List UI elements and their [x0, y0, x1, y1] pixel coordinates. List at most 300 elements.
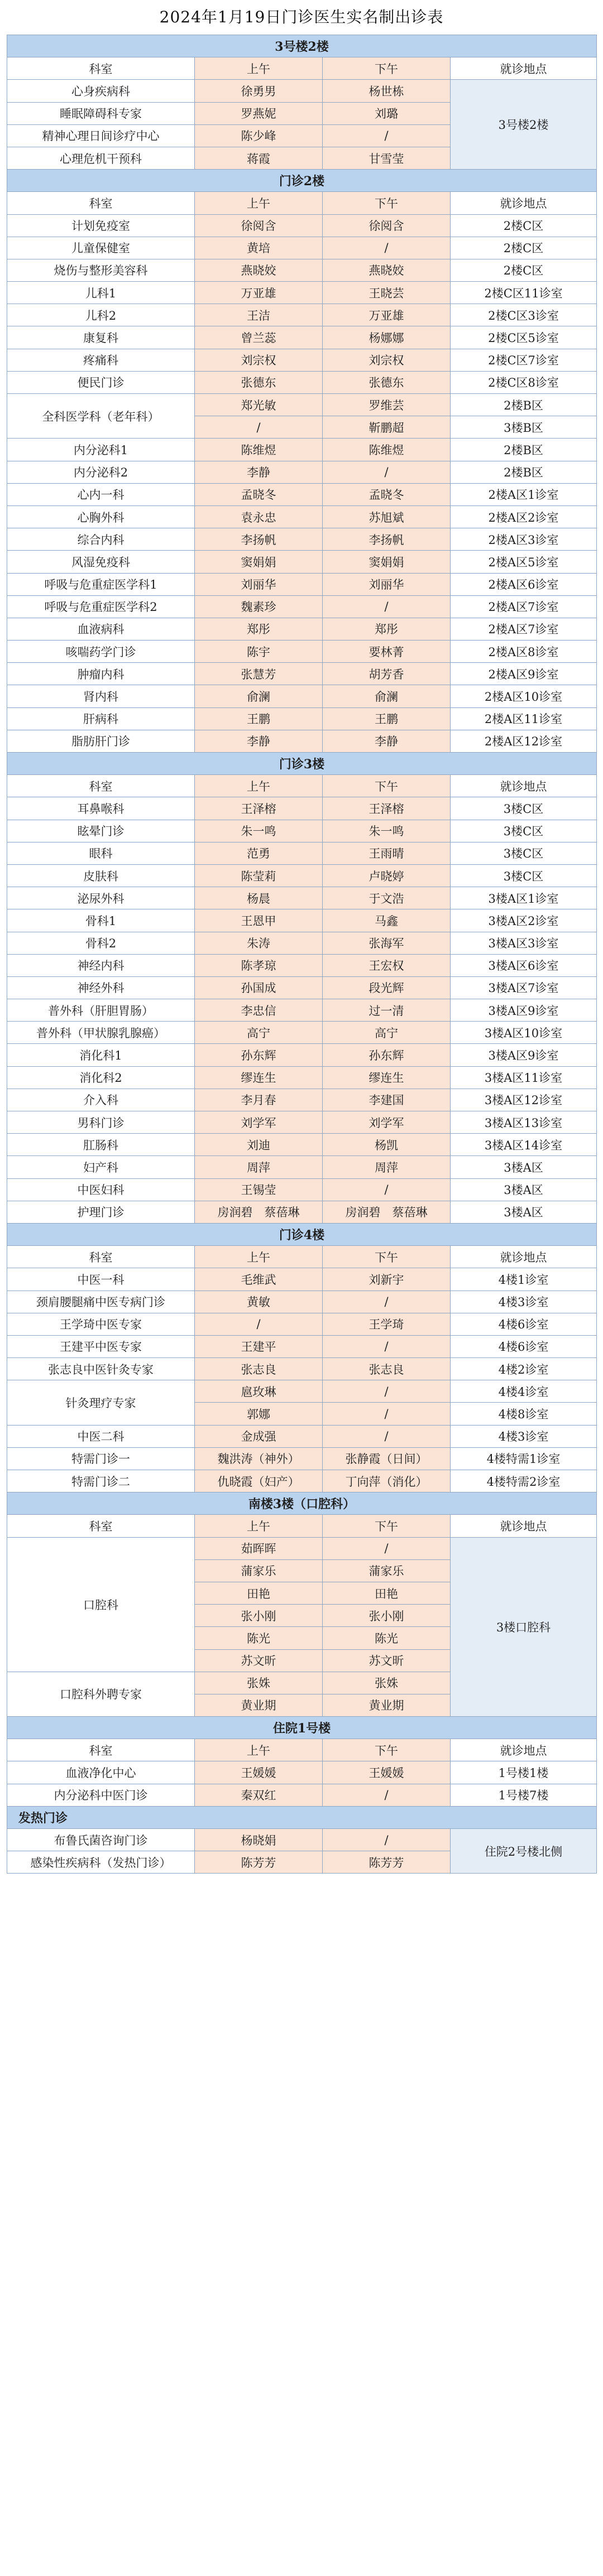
afternoon-doctor-cell: 窦娟娟 [323, 551, 451, 573]
morning-doctor-cell: 徐阅含 [195, 214, 323, 237]
location-cell: 3楼A区 [451, 1156, 597, 1178]
schedule-table [7, 35, 597, 1874]
morning-doctor-cell: 仇晓霞（妇产） [195, 1470, 323, 1492]
morning-doctor-cell: 徐勇男 [195, 80, 323, 102]
afternoon-doctor-cell: 王雨晴 [323, 842, 451, 864]
morning-doctor-cell: 毛维武 [195, 1268, 323, 1291]
column-header-dept: 科室 [7, 1515, 195, 1537]
column-header-location: 就诊地点 [451, 192, 597, 214]
location-cell: 1号楼1楼 [451, 1761, 597, 1784]
department-cell: 布鲁氏菌咨询门诊 [7, 1829, 195, 1851]
department-cell: 王建平中医专家 [7, 1335, 195, 1357]
afternoon-doctor-cell: 王学琦 [323, 1313, 451, 1335]
department-cell: 针灸理疗专家 [7, 1380, 195, 1425]
table-row [7, 1268, 597, 1291]
department-cell: 便民门诊 [7, 371, 195, 393]
morning-doctor-cell: 窦娟娟 [195, 551, 323, 573]
table-row [7, 1089, 597, 1111]
afternoon-doctor-cell: 燕晓姣 [323, 259, 451, 281]
morning-doctor-cell: 扈玫琳 [195, 1380, 323, 1403]
table-row [7, 820, 597, 842]
column-header-dept: 科室 [7, 192, 195, 214]
morning-doctor-cell: 周萍 [195, 1156, 323, 1178]
location-cell: 2楼C区7诊室 [451, 349, 597, 371]
table-row [7, 1537, 597, 1559]
morning-doctor-cell: 孟晓冬 [195, 483, 323, 505]
morning-doctor-cell: 张德东 [195, 371, 323, 393]
department-cell: 眩晕门诊 [7, 820, 195, 842]
morning-doctor-cell: 杨晓娟 [195, 1829, 323, 1851]
location-cell: 2楼A区7诊室 [451, 618, 597, 640]
column-header-dept: 科室 [7, 1739, 195, 1761]
column-header-location: 就诊地点 [451, 1515, 597, 1537]
afternoon-doctor-cell: / [323, 124, 451, 147]
afternoon-doctor-cell: 孙东辉 [323, 1044, 451, 1066]
afternoon-doctor-cell: 王晓芸 [323, 282, 451, 304]
afternoon-doctor-cell: 胡芳香 [323, 663, 451, 685]
afternoon-doctor-cell: 张小刚 [323, 1605, 451, 1627]
afternoon-doctor-cell: 要林菁 [323, 641, 451, 663]
morning-doctor-cell: 燕晓姣 [195, 259, 323, 281]
morning-doctor-cell: 王恩甲 [195, 909, 323, 932]
afternoon-doctor-cell: / [323, 237, 451, 259]
table-row [7, 1022, 597, 1044]
morning-doctor-cell: 刘宗权 [195, 349, 323, 371]
afternoon-doctor-cell: / [323, 1425, 451, 1447]
table-row [7, 394, 597, 416]
section-header-row [7, 1492, 597, 1515]
location-cell: 3楼A区6诊室 [451, 954, 597, 976]
department-cell: 颈肩腰腿痛中医专病门诊 [7, 1291, 195, 1313]
afternoon-doctor-cell: 杨世栋 [323, 80, 451, 102]
department-cell: 心身疾病科 [7, 80, 195, 102]
afternoon-doctor-cell: 张志良 [323, 1358, 451, 1380]
department-cell: 疼痛科 [7, 349, 195, 371]
afternoon-doctor-cell: 徐阅含 [323, 214, 451, 237]
table-row [7, 1178, 597, 1201]
afternoon-doctor-cell: 王泽榕 [323, 797, 451, 820]
table-row [7, 1111, 597, 1134]
location-cell: 4楼特需2诊室 [451, 1470, 597, 1492]
morning-doctor-cell: 陈芳芳 [195, 1851, 323, 1874]
location-cell: 3楼B区 [451, 416, 597, 439]
location-cell: 4楼3诊室 [451, 1291, 597, 1313]
column-header-location: 就诊地点 [451, 57, 597, 80]
table-row [7, 999, 597, 1022]
morning-doctor-cell: 袁永忠 [195, 505, 323, 528]
afternoon-doctor-cell: 王宏权 [323, 954, 451, 976]
department-cell: 计划免疫室 [7, 214, 195, 237]
location-cell: 3楼C区 [451, 820, 597, 842]
column-header-location: 就诊地点 [451, 1246, 597, 1268]
department-cell: 介入科 [7, 1089, 195, 1111]
department-cell: 呼吸与危重症医学科1 [7, 573, 195, 595]
afternoon-doctor-cell: 陈光 [323, 1627, 451, 1649]
afternoon-doctor-cell: 朱一鸣 [323, 820, 451, 842]
department-cell: 普外科（甲状腺乳腺癌） [7, 1022, 195, 1044]
morning-doctor-cell: 陈维煜 [195, 439, 323, 461]
table-row [7, 237, 597, 259]
department-cell: 王学琦中医专家 [7, 1313, 195, 1335]
department-cell: 消化科2 [7, 1066, 195, 1089]
table-row [7, 483, 597, 505]
morning-doctor-cell: 范勇 [195, 842, 323, 864]
table-row [7, 663, 597, 685]
department-cell: 心胸外科 [7, 505, 195, 528]
page-title: 2024年1月19日门诊医生实名制出诊表 [159, 8, 444, 26]
column-header-pm: 下午 [323, 192, 451, 214]
morning-doctor-cell: 李静 [195, 461, 323, 483]
afternoon-doctor-cell: / [323, 461, 451, 483]
afternoon-doctor-cell: / [323, 1784, 451, 1806]
table-row [7, 595, 597, 618]
table-row [7, 1156, 597, 1178]
afternoon-doctor-cell: 周萍 [323, 1156, 451, 1178]
section-header-row [7, 170, 597, 192]
afternoon-doctor-cell: / [323, 1291, 451, 1313]
department-cell: 中医一科 [7, 1268, 195, 1291]
department-cell: 烧伤与整形美容科 [7, 259, 195, 281]
morning-doctor-cell: 苏文昕 [195, 1649, 323, 1672]
afternoon-doctor-cell: 王媛媛 [323, 1761, 451, 1784]
column-header-dept: 科室 [7, 57, 195, 80]
department-cell: 眼科 [7, 842, 195, 864]
afternoon-doctor-cell: 刘宗权 [323, 349, 451, 371]
table-row [7, 1335, 597, 1357]
table-row [7, 887, 597, 909]
table-row [7, 730, 597, 752]
department-cell: 神经外科 [7, 976, 195, 999]
table-row [7, 349, 597, 371]
column-header-am: 上午 [195, 57, 323, 80]
afternoon-doctor-cell: 苏文昕 [323, 1649, 451, 1672]
location-cell: 3楼A区13诊室 [451, 1111, 597, 1134]
location-cell: 2楼A区10诊室 [451, 685, 597, 707]
afternoon-doctor-cell: / [323, 1178, 451, 1201]
table-row [7, 618, 597, 640]
morning-doctor-cell: 王媛媛 [195, 1761, 323, 1784]
location-cell: 2楼A区7诊室 [451, 595, 597, 618]
morning-doctor-cell: 罗燕妮 [195, 102, 323, 124]
column-header-am: 上午 [195, 1739, 323, 1761]
table-row [7, 1066, 597, 1089]
location-cell: 3楼C区 [451, 842, 597, 864]
table-row [7, 1291, 597, 1313]
table-row [7, 1784, 597, 1806]
column-header-row [7, 775, 597, 797]
morning-doctor-cell: 金成强 [195, 1425, 323, 1447]
location-cell: 2楼A区8诊室 [451, 641, 597, 663]
department-cell: 综合内科 [7, 528, 195, 551]
department-cell: 全科医学科（老年科） [7, 394, 195, 439]
location-cell: 3楼A区7诊室 [451, 976, 597, 999]
table-row [7, 1447, 597, 1470]
department-cell: 内分泌科2 [7, 461, 195, 483]
afternoon-doctor-cell: 缪连生 [323, 1066, 451, 1089]
column-header-row [7, 1515, 597, 1537]
location-cell: 3楼A区2诊室 [451, 909, 597, 932]
morning-doctor-cell: 王锡莹 [195, 1178, 323, 1201]
morning-doctor-cell: 田艳 [195, 1582, 323, 1604]
department-cell: 特需门诊一 [7, 1447, 195, 1470]
location-cell: 2楼C区 [451, 214, 597, 237]
table-row [7, 551, 597, 573]
morning-doctor-cell: 蒋霞 [195, 147, 323, 169]
morning-doctor-cell: 曾兰蕊 [195, 326, 323, 349]
column-header-am: 上午 [195, 775, 323, 797]
column-header-location: 就诊地点 [451, 775, 597, 797]
section-header: 南楼3楼（口腔科） [7, 1492, 597, 1515]
department-cell: 耳鼻喉科 [7, 797, 195, 820]
afternoon-doctor-cell: 李静 [323, 730, 451, 752]
afternoon-doctor-cell: 刘丽华 [323, 573, 451, 595]
section-header: 住院1号楼 [7, 1717, 597, 1739]
department-cell: 肿瘤内科 [7, 663, 195, 685]
morning-doctor-cell: 陈孝琼 [195, 954, 323, 976]
column-header-pm: 下午 [323, 57, 451, 80]
location-cell: 2楼B区 [451, 461, 597, 483]
location-cell: 2楼A区9诊室 [451, 663, 597, 685]
morning-doctor-cell: 魏素珍 [195, 595, 323, 618]
afternoon-doctor-cell: 杨娜娜 [323, 326, 451, 349]
afternoon-doctor-cell: 陈维煜 [323, 439, 451, 461]
morning-doctor-cell: 郭娜 [195, 1403, 323, 1425]
location-cell: 2楼A区2诊室 [451, 505, 597, 528]
afternoon-doctor-cell: / [323, 595, 451, 618]
table-row [7, 80, 597, 102]
table-row [7, 573, 597, 595]
afternoon-doctor-cell: 段光辉 [323, 976, 451, 999]
department-cell: 感染性疾病科（发热门诊） [7, 1851, 195, 1874]
table-row [7, 976, 597, 999]
section-header: 门诊3楼 [7, 753, 597, 775]
morning-doctor-cell: 张志良 [195, 1358, 323, 1380]
department-cell: 内分泌科1 [7, 439, 195, 461]
morning-doctor-cell: 李忠信 [195, 999, 323, 1022]
afternoon-doctor-cell: / [323, 1403, 451, 1425]
afternoon-doctor-cell: 万亚雄 [323, 304, 451, 326]
column-header-dept: 科室 [7, 1246, 195, 1268]
location-cell: 2楼C区5诊室 [451, 326, 597, 349]
table-row [7, 707, 597, 730]
table-row [7, 1044, 597, 1066]
location-cell: 3楼口腔科 [451, 1537, 597, 1717]
table-row [7, 641, 597, 663]
morning-doctor-cell: 张姝 [195, 1672, 323, 1694]
department-cell: 儿科2 [7, 304, 195, 326]
column-header-pm: 下午 [323, 775, 451, 797]
afternoon-doctor-cell: 苏旭斌 [323, 505, 451, 528]
section-header-row [7, 1223, 597, 1245]
department-cell: 儿童保健室 [7, 237, 195, 259]
column-header-am: 上午 [195, 1515, 323, 1537]
table-row [7, 259, 597, 281]
afternoon-doctor-cell: 于文浩 [323, 887, 451, 909]
afternoon-doctor-cell: 俞澜 [323, 685, 451, 707]
afternoon-doctor-cell: 卢晓婷 [323, 864, 451, 887]
location-cell: 3楼A区10诊室 [451, 1022, 597, 1044]
location-cell: 3楼A区 [451, 1178, 597, 1201]
department-cell: 儿科1 [7, 282, 195, 304]
column-header-dept: 科室 [7, 775, 195, 797]
department-cell: 睡眠障碍科专家 [7, 102, 195, 124]
afternoon-doctor-cell: 靳鹏超 [323, 416, 451, 439]
department-cell: 神经内科 [7, 954, 195, 976]
location-cell: 4楼4诊室 [451, 1380, 597, 1403]
afternoon-doctor-cell: 马鑫 [323, 909, 451, 932]
table-row [7, 371, 597, 393]
location-cell: 4楼特需1诊室 [451, 1447, 597, 1470]
department-cell: 肛肠科 [7, 1134, 195, 1156]
section-header: 门诊4楼 [7, 1223, 597, 1245]
morning-doctor-cell: 陈光 [195, 1627, 323, 1649]
location-cell: 3楼C区 [451, 864, 597, 887]
morning-doctor-cell: 黄敏 [195, 1291, 323, 1313]
table-row [7, 439, 597, 461]
morning-doctor-cell: 刘迪 [195, 1134, 323, 1156]
department-cell: 肾内科 [7, 685, 195, 707]
location-cell: 3楼A区9诊室 [451, 1044, 597, 1066]
morning-doctor-cell: 缪连生 [195, 1066, 323, 1089]
location-cell: 2楼A区1诊室 [451, 483, 597, 505]
department-cell: 血液病科 [7, 618, 195, 640]
location-cell: 3楼A区11诊室 [451, 1066, 597, 1089]
department-cell: 泌尿外科 [7, 887, 195, 909]
morning-doctor-cell: 黄培 [195, 237, 323, 259]
table-row [7, 685, 597, 707]
column-header-am: 上午 [195, 192, 323, 214]
afternoon-doctor-cell: 刘璐 [323, 102, 451, 124]
table-row [7, 214, 597, 237]
department-cell: 骨科1 [7, 909, 195, 932]
location-cell: 2楼A区11诊室 [451, 707, 597, 730]
morning-doctor-cell: 王洁 [195, 304, 323, 326]
table-row [7, 1380, 597, 1403]
department-cell: 妇产科 [7, 1156, 195, 1178]
afternoon-doctor-cell: / [323, 1537, 451, 1559]
afternoon-doctor-cell: 甘雪莹 [323, 147, 451, 169]
morning-doctor-cell: 刘学军 [195, 1111, 323, 1134]
morning-doctor-cell: 朱涛 [195, 932, 323, 954]
department-cell: 呼吸与危重症医学科2 [7, 595, 195, 618]
afternoon-doctor-cell: 杨凯 [323, 1134, 451, 1156]
column-header-row [7, 1246, 597, 1268]
department-cell: 皮肤科 [7, 864, 195, 887]
morning-doctor-cell: 黄业期 [195, 1694, 323, 1716]
department-cell: 心内一科 [7, 483, 195, 505]
department-cell: 男科门诊 [7, 1111, 195, 1134]
afternoon-doctor-cell: 罗维芸 [323, 394, 451, 416]
afternoon-doctor-cell: 张姝 [323, 1672, 451, 1694]
department-cell: 康复科 [7, 326, 195, 349]
table-row [7, 842, 597, 864]
afternoon-doctor-cell: 郑彤 [323, 618, 451, 640]
morning-doctor-cell: 高宁 [195, 1022, 323, 1044]
table-row [7, 1201, 597, 1223]
table-row [7, 1761, 597, 1784]
table-row [7, 528, 597, 551]
table-row [7, 932, 597, 954]
table-row [7, 282, 597, 304]
department-cell: 口腔科 [7, 1537, 195, 1672]
department-cell: 中医二科 [7, 1425, 195, 1447]
morning-doctor-cell: 李月春 [195, 1089, 323, 1111]
morning-doctor-cell: 王建平 [195, 1335, 323, 1357]
location-cell: 3楼A区3诊室 [451, 932, 597, 954]
column-header-pm: 下午 [323, 1739, 451, 1761]
location-cell: 2楼C区11诊室 [451, 282, 597, 304]
table-row [7, 505, 597, 528]
afternoon-doctor-cell: 张德东 [323, 371, 451, 393]
afternoon-doctor-cell: 王鹏 [323, 707, 451, 730]
morning-doctor-cell: 茹晖晖 [195, 1537, 323, 1559]
location-cell: 4楼6诊室 [451, 1313, 597, 1335]
table-row [7, 326, 597, 349]
location-cell: 2楼B区 [451, 394, 597, 416]
location-cell: 3楼A区12诊室 [451, 1089, 597, 1111]
location-cell: 2楼A区5诊室 [451, 551, 597, 573]
location-cell: 3楼A区1诊室 [451, 887, 597, 909]
location-cell: 2楼A区3诊室 [451, 528, 597, 551]
department-cell: 咳喘药学门诊 [7, 641, 195, 663]
table-row [7, 1425, 597, 1447]
section-header-row [7, 1806, 597, 1828]
morning-doctor-cell: 蒲家乐 [195, 1559, 323, 1582]
location-cell: 3楼C区 [451, 797, 597, 820]
morning-doctor-cell: 李静 [195, 730, 323, 752]
column-header-location: 就诊地点 [451, 1739, 597, 1761]
table-row [7, 864, 597, 887]
department-cell: 护理门诊 [7, 1201, 195, 1223]
department-cell: 口腔科外聘专家 [7, 1672, 195, 1716]
location-cell: 3楼A区14诊室 [451, 1134, 597, 1156]
morning-doctor-cell: 刘丽华 [195, 573, 323, 595]
location-cell: 2楼C区8诊室 [451, 371, 597, 393]
morning-doctor-cell: 郑光敏 [195, 394, 323, 416]
afternoon-doctor-cell: 张海军 [323, 932, 451, 954]
morning-doctor-cell: 李扬帆 [195, 528, 323, 551]
morning-doctor-cell: 郑彤 [195, 618, 323, 640]
table-row [7, 1470, 597, 1492]
morning-doctor-cell: 孙东辉 [195, 1044, 323, 1066]
morning-doctor-cell: 陈少峰 [195, 124, 323, 147]
afternoon-doctor-cell: 刘新宇 [323, 1268, 451, 1291]
table-row [7, 1134, 597, 1156]
afternoon-doctor-cell: 孟晓冬 [323, 483, 451, 505]
afternoon-doctor-cell: 陈芳芳 [323, 1851, 451, 1874]
table-row [7, 461, 597, 483]
department-cell: 张志良中医针灸专家 [7, 1358, 195, 1380]
morning-doctor-cell: 张小刚 [195, 1605, 323, 1627]
section-header-row [7, 35, 597, 57]
location-cell: 4楼6诊室 [451, 1335, 597, 1357]
column-header-row [7, 1739, 597, 1761]
afternoon-doctor-cell: 蒲家乐 [323, 1559, 451, 1582]
location-cell: 2楼B区 [451, 439, 597, 461]
table-row [7, 954, 597, 976]
morning-doctor-cell: 魏洪涛（神外） [195, 1447, 323, 1470]
location-cell: 1号楼7楼 [451, 1784, 597, 1806]
morning-doctor-cell: 张慧芳 [195, 663, 323, 685]
morning-doctor-cell: / [195, 416, 323, 439]
morning-doctor-cell: 俞澜 [195, 685, 323, 707]
column-header-row [7, 192, 597, 214]
afternoon-doctor-cell: 李建国 [323, 1089, 451, 1111]
location-cell: 3楼A区 [451, 1201, 597, 1223]
afternoon-doctor-cell: 高宁 [323, 1022, 451, 1044]
morning-doctor-cell: 秦双红 [195, 1784, 323, 1806]
section-header: 发热门诊 [7, 1806, 597, 1828]
